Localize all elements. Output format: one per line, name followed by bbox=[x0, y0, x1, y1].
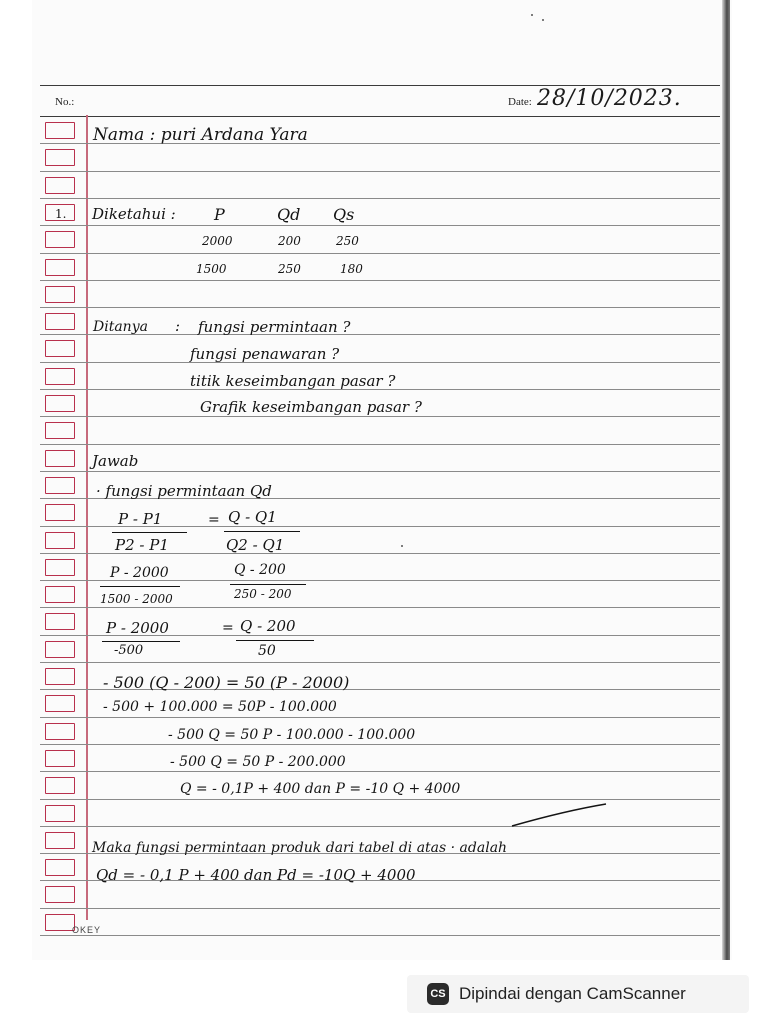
step-5: Q = - 0,1P + 400 dan P = -10 Q + 4000 bbox=[180, 781, 461, 797]
margin-checkbox bbox=[45, 750, 75, 767]
f1-left-den: P2 - P1 bbox=[115, 536, 169, 554]
ruled-line bbox=[40, 471, 720, 472]
f1-eq: = bbox=[208, 512, 220, 528]
f1-right-den: Q2 - Q1 bbox=[226, 536, 285, 554]
margin-checkbox bbox=[45, 859, 75, 876]
camscanner-icon: CS bbox=[427, 983, 449, 1005]
margin-checkbox bbox=[45, 477, 75, 494]
ruled-line bbox=[40, 225, 720, 226]
step-4: - 500 Q = 50 P - 200.000 bbox=[170, 754, 346, 770]
f3-right-bar bbox=[236, 640, 314, 641]
f3-left-bar bbox=[102, 641, 180, 642]
margin-checkbox bbox=[45, 832, 75, 849]
margin-checkbox bbox=[45, 422, 75, 439]
f1-right-num: Q - Q1 bbox=[228, 508, 277, 526]
ruled-line bbox=[40, 744, 720, 745]
camscanner-badge bbox=[407, 975, 749, 1013]
f1-right-bar bbox=[224, 531, 300, 532]
ruled-line bbox=[40, 280, 720, 281]
ruled-line bbox=[40, 198, 720, 199]
margin-checkbox bbox=[45, 613, 75, 630]
underline-stroke bbox=[510, 800, 610, 830]
question-3: titik keseimbangan pasar ? bbox=[190, 372, 396, 390]
ruled-line bbox=[40, 771, 720, 772]
f1-left-bar bbox=[112, 532, 187, 533]
f1-left-num: P - P1 bbox=[118, 510, 163, 528]
margin-checkbox bbox=[45, 886, 75, 903]
f2-left-den: 1500 - 2000 bbox=[100, 592, 173, 606]
f2-right-num: Q - 200 bbox=[234, 562, 286, 578]
margin-checkbox bbox=[45, 149, 75, 166]
question-1: fungsi permintaan ? bbox=[198, 318, 351, 336]
row2-qd: 250 bbox=[278, 262, 301, 276]
date-value: 28/10/2023. bbox=[537, 86, 682, 111]
f2-right-den: 250 - 200 bbox=[234, 587, 292, 601]
camscanner-text: Dipindai dengan CamScanner bbox=[459, 984, 686, 1003]
row1-qd: 200 bbox=[278, 234, 301, 248]
ruled-line bbox=[40, 662, 720, 663]
row2-p: 1500 bbox=[196, 262, 227, 276]
ruled-line bbox=[40, 607, 720, 608]
ruled-line bbox=[40, 362, 720, 363]
ditanya-label: Ditanya bbox=[93, 319, 148, 335]
f2-left-bar bbox=[100, 586, 180, 587]
answer-heading: · fungsi permintaan Qd bbox=[96, 482, 272, 500]
name-line: Nama : puri Ardana Yara bbox=[93, 125, 308, 145]
f3-eq: = bbox=[222, 620, 234, 636]
margin-checkbox bbox=[45, 777, 75, 794]
margin-checkbox bbox=[45, 340, 75, 357]
f3-left-den: -500 bbox=[114, 643, 144, 658]
margin-checkbox bbox=[45, 122, 75, 139]
conclusion-2: Qd = - 0,1 P + 400 dan Pd = -10Q + 4000 bbox=[96, 866, 416, 884]
ruled-line bbox=[40, 826, 720, 827]
conclusion-1: Maka fungsi permintaan produk dari tabel di atas · adalah bbox=[92, 840, 508, 856]
margin-checkbox bbox=[45, 805, 75, 822]
row1-p: 2000 bbox=[202, 234, 233, 248]
margin-checkbox bbox=[45, 723, 75, 740]
margin-checkbox bbox=[45, 641, 75, 658]
margin-checkbox bbox=[45, 586, 75, 603]
ruled-line bbox=[40, 444, 720, 445]
margin-checkbox bbox=[45, 286, 75, 303]
ruled-line bbox=[40, 717, 720, 718]
row2-qs: 180 bbox=[340, 262, 363, 276]
speck bbox=[542, 19, 544, 21]
margin-checkbox bbox=[45, 259, 75, 276]
date-label: Date: bbox=[508, 96, 532, 108]
ruled-line bbox=[40, 171, 720, 172]
speck bbox=[531, 14, 533, 16]
footer-mark: OKEY bbox=[72, 925, 102, 935]
f3-left-num: P - 2000 bbox=[106, 619, 169, 637]
ruled-line bbox=[40, 935, 720, 936]
f3-right-num: Q - 200 bbox=[240, 617, 296, 635]
ruled-line bbox=[40, 908, 720, 909]
step-3: - 500 Q = 50 P - 100.000 - 100.000 bbox=[168, 727, 416, 743]
page-spine-shadow bbox=[722, 0, 730, 960]
margin-checkbox bbox=[45, 504, 75, 521]
margin-checkbox bbox=[45, 695, 75, 712]
margin-checkbox bbox=[45, 313, 75, 330]
margin-checkbox bbox=[45, 914, 75, 931]
ditanya-colon: : bbox=[175, 317, 181, 335]
step-1: - 500 (Q - 200) = 50 (P - 2000) bbox=[103, 673, 350, 692]
col-qd: Qd bbox=[277, 205, 301, 224]
ruled-line bbox=[40, 799, 720, 800]
jawab-label: Jawab bbox=[92, 452, 139, 470]
ruled-line bbox=[40, 416, 720, 417]
ruled-line bbox=[40, 253, 720, 254]
speck bbox=[401, 545, 403, 547]
f3-right-den: 50 bbox=[258, 643, 276, 659]
margin-checkbox bbox=[45, 231, 75, 248]
question-4: Grafik keseimbangan pasar ? bbox=[200, 398, 422, 416]
row1-qs: 250 bbox=[336, 234, 359, 248]
diketahui-label: Diketahui : bbox=[92, 205, 176, 223]
question-2: fungsi penawaran ? bbox=[190, 345, 340, 363]
margin-checkbox bbox=[45, 177, 75, 194]
f2-right-bar bbox=[230, 584, 306, 585]
margin-checkbox bbox=[45, 559, 75, 576]
margin-checkbox bbox=[45, 395, 75, 412]
f2-left-num: P - 2000 bbox=[110, 565, 169, 581]
header-bottom-rule bbox=[40, 116, 720, 117]
margin-checkbox bbox=[45, 532, 75, 549]
margin-checkbox bbox=[45, 368, 75, 385]
col-qs: Qs bbox=[333, 205, 355, 224]
no-label: No.: bbox=[55, 96, 75, 108]
ruled-line bbox=[40, 307, 720, 308]
col-p: P bbox=[214, 205, 225, 224]
margin-checkbox bbox=[45, 450, 75, 467]
item-number: 1. bbox=[55, 207, 67, 221]
margin-checkbox bbox=[45, 668, 75, 685]
step-2: - 500 + 100.000 = 50P - 100.000 bbox=[103, 699, 337, 715]
